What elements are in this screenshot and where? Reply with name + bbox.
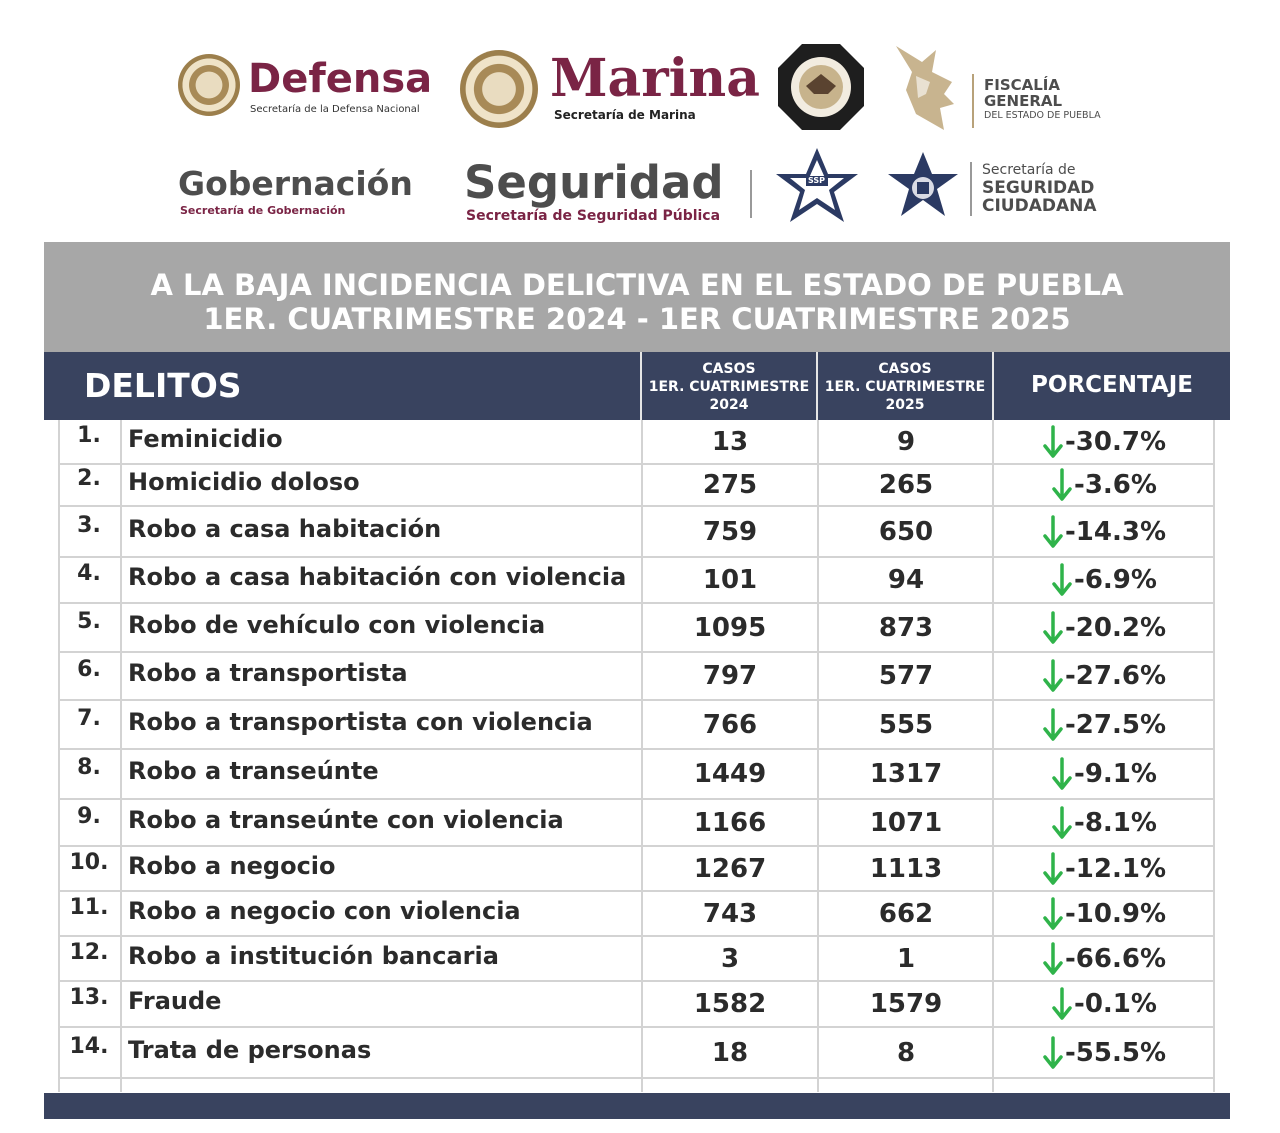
arrow-down-icon <box>1043 942 1063 976</box>
percentage-change <box>994 1036 1215 1070</box>
table-row <box>58 558 1215 604</box>
table-row <box>58 937 1215 982</box>
percentage-value: -3.6% <box>1074 470 1157 500</box>
percentage-change <box>994 515 1215 549</box>
arrow-down-icon <box>1052 987 1072 1021</box>
row-number: 3. <box>77 513 101 538</box>
gobernacion-logo <box>178 164 438 224</box>
crime-name: Fraude <box>128 987 222 1015</box>
row-number: 14. <box>69 1034 109 1059</box>
cases-2025: 1071 <box>869 808 943 838</box>
defensa-wordmark: Defensa <box>248 56 433 102</box>
cases-2025: 873 <box>878 613 934 643</box>
table-row <box>58 701 1215 750</box>
arrow-down-icon <box>1043 659 1063 693</box>
row-number: 10. <box>69 850 109 875</box>
percentage-change <box>994 852 1215 886</box>
crime-name: Robo a institución bancaria <box>128 942 499 970</box>
ssc-line1: Secretaría de <box>982 162 1076 178</box>
cases-2025: 555 <box>878 710 934 740</box>
percentage-value: -14.3% <box>1065 517 1166 547</box>
percentage-change <box>994 897 1215 931</box>
crime-name: Robo a casa habitación <box>128 515 442 543</box>
report-title <box>44 242 1230 352</box>
fiscalia-logo <box>892 42 1112 134</box>
percentage-value: -12.1% <box>1065 854 1166 884</box>
arrow-down-icon <box>1043 425 1063 459</box>
table-row <box>58 507 1215 558</box>
ssc-logo <box>884 150 1124 230</box>
marina-wordmark: Marina <box>550 48 760 109</box>
percentage-value: -9.1% <box>1074 759 1157 789</box>
footer-bar <box>44 1093 1230 1119</box>
percentage-value: -8.1% <box>1074 808 1157 838</box>
cases-2025: 94 <box>887 565 925 595</box>
crime-name: Robo a casa habitación con violencia <box>128 563 627 591</box>
cases-2024: 1582 <box>693 989 767 1019</box>
crime-name: Trata de personas <box>128 1036 372 1064</box>
defensa-seal-icon <box>178 54 240 116</box>
crime-name: Robo a transeúnte <box>128 757 379 785</box>
row-number: 13. <box>69 985 109 1010</box>
percentage-value: -0.1% <box>1074 989 1157 1019</box>
percentage-value: -27.6% <box>1065 661 1166 691</box>
marina-logo <box>460 40 760 132</box>
percentage-change <box>994 659 1215 693</box>
marina-seal-icon <box>460 50 538 128</box>
arrow-down-icon <box>1043 708 1063 742</box>
table-row <box>58 465 1215 507</box>
header-cases-2024: CASOS 1ER. CUATRIMESTRE 2024 <box>648 361 810 413</box>
marina-subtitle: Secretaría de Marina <box>554 108 696 122</box>
percentage-change <box>994 757 1215 791</box>
title-line-1: A LA BAJA INCIDENCIA DELICTIVA EN EL ESTADO DE PUEBLA <box>150 268 1124 302</box>
police-star-icon <box>772 146 862 232</box>
cases-2025: 650 <box>878 517 934 547</box>
table-row <box>58 982 1215 1028</box>
crime-table <box>58 420 1215 1092</box>
percentage-value: -27.5% <box>1065 710 1166 740</box>
ssp-badge <box>772 146 862 232</box>
title-line-2: 1ER. CUATRIMESTRE 2024 - 1ER CUATRIMESTRE 2025 <box>203 302 1071 336</box>
crime-name: Feminicidio <box>128 425 283 453</box>
row-number: 9. <box>77 804 101 829</box>
row-number: 12. <box>69 940 109 965</box>
gobernacion-wordmark: Gobernación <box>178 164 413 203</box>
arrow-down-icon <box>1043 611 1063 645</box>
arrow-down-icon <box>1052 468 1072 502</box>
row-number: 4. <box>77 561 101 586</box>
arrow-down-icon <box>1043 852 1063 886</box>
crime-name: Robo a negocio <box>128 852 336 880</box>
fiscalia-head-icon <box>892 42 968 132</box>
cases-2025: 1317 <box>869 759 943 789</box>
table-row <box>58 847 1215 892</box>
header-cases-2025: CASOS 1ER. CUATRIMESTRE 2025 <box>824 361 986 413</box>
arrow-down-icon <box>1052 563 1072 597</box>
percentage-value: -20.2% <box>1065 613 1166 643</box>
arrow-down-icon <box>1043 897 1063 931</box>
gobernacion-subtitle: Secretaría de Gobernación <box>180 204 346 217</box>
cases-2025: 1113 <box>869 854 943 884</box>
ssp-badge-label: SSP <box>808 176 826 185</box>
arrow-down-icon <box>1043 1036 1063 1070</box>
header-delitos: DELITOS <box>84 366 242 405</box>
percentage-change <box>994 987 1215 1021</box>
row-number: 5. <box>77 609 101 634</box>
seguridad-logo <box>464 156 754 228</box>
table-row <box>58 420 1215 465</box>
percentage-change <box>994 425 1215 459</box>
ssc-line2: SEGURIDAD <box>982 178 1095 198</box>
fiscalia-line3: DEL ESTADO DE PUEBLA <box>984 110 1101 121</box>
cases-2024: 275 <box>702 470 758 500</box>
table-row <box>58 800 1215 847</box>
crime-name: Robo a negocio con violencia <box>128 897 521 925</box>
percentage-value: -6.9% <box>1074 565 1157 595</box>
octagon-seal-icon <box>776 42 866 132</box>
row-number: 2. <box>77 466 101 491</box>
cases-2024: 101 <box>702 565 758 595</box>
cases-2024: 1267 <box>693 854 767 884</box>
cases-2025: 577 <box>878 661 934 691</box>
cases-2025: 1 <box>896 944 916 974</box>
table-row <box>58 653 1215 701</box>
percentage-change <box>994 806 1215 840</box>
cases-2024: 1449 <box>693 759 767 789</box>
cases-2024: 766 <box>702 710 758 740</box>
row-number: 1. <box>77 423 101 448</box>
cases-2025: 9 <box>896 427 916 457</box>
guardia-seal <box>776 42 866 132</box>
crime-name: Robo a transeúnte con violencia <box>128 806 564 834</box>
cases-2024: 3 <box>720 944 740 974</box>
arrow-down-icon <box>1052 757 1072 791</box>
cases-2024: 743 <box>702 899 758 929</box>
table-row <box>58 750 1215 800</box>
cases-2024: 1095 <box>693 613 767 643</box>
row-number: 11. <box>69 895 109 920</box>
row-number: 6. <box>77 657 101 682</box>
arrow-down-icon <box>1052 806 1072 840</box>
crime-name: Robo a transportista con violencia <box>128 708 593 736</box>
crime-name: Homicidio doloso <box>128 468 360 496</box>
cases-2025: 662 <box>878 899 934 929</box>
cases-2025: 1579 <box>869 989 943 1019</box>
cases-2024: 759 <box>702 517 758 547</box>
percentage-value: -55.5% <box>1065 1038 1166 1068</box>
fiscalia-line1: FISCALÍA <box>984 76 1060 94</box>
table-row <box>58 1028 1215 1079</box>
percentage-value: -30.7% <box>1065 427 1166 457</box>
cases-2025: 265 <box>878 470 934 500</box>
cases-2024: 1166 <box>693 808 767 838</box>
cases-2024: 13 <box>711 427 749 457</box>
seguridad-subtitle: Secretaría de Seguridad Pública <box>466 208 721 224</box>
header-porcentaje: PORCENTAJE <box>1031 372 1193 398</box>
row-number: 8. <box>77 755 101 780</box>
table-header <box>44 352 1230 420</box>
crime-name: Robo a transportista <box>128 659 408 687</box>
crime-name: Robo de vehículo con violencia <box>128 611 546 639</box>
cases-2024: 18 <box>711 1038 749 1068</box>
ssc-line3: CIUDADANA <box>982 196 1097 216</box>
percentage-value: -10.9% <box>1065 899 1166 929</box>
percentage-change <box>994 468 1215 502</box>
percentage-change <box>994 942 1215 976</box>
percentage-change <box>994 708 1215 742</box>
seguridad-wordmark: Seguridad <box>464 156 724 209</box>
defensa-subtitle: Secretaría de la Defensa Nacional <box>250 104 420 115</box>
percentage-value: -66.6% <box>1065 944 1166 974</box>
table-row <box>58 604 1215 653</box>
cases-2025: 8 <box>896 1038 916 1068</box>
fiscalia-line2: GENERAL <box>984 92 1063 110</box>
cases-2024: 797 <box>702 661 758 691</box>
ssc-star-icon <box>884 150 962 228</box>
arrow-down-icon <box>1043 515 1063 549</box>
logo-banner <box>0 0 1280 240</box>
table-row <box>58 892 1215 937</box>
row-number: 7. <box>77 706 101 731</box>
defensa-logo <box>176 44 433 128</box>
percentage-change <box>994 563 1215 597</box>
percentage-change <box>994 611 1215 645</box>
